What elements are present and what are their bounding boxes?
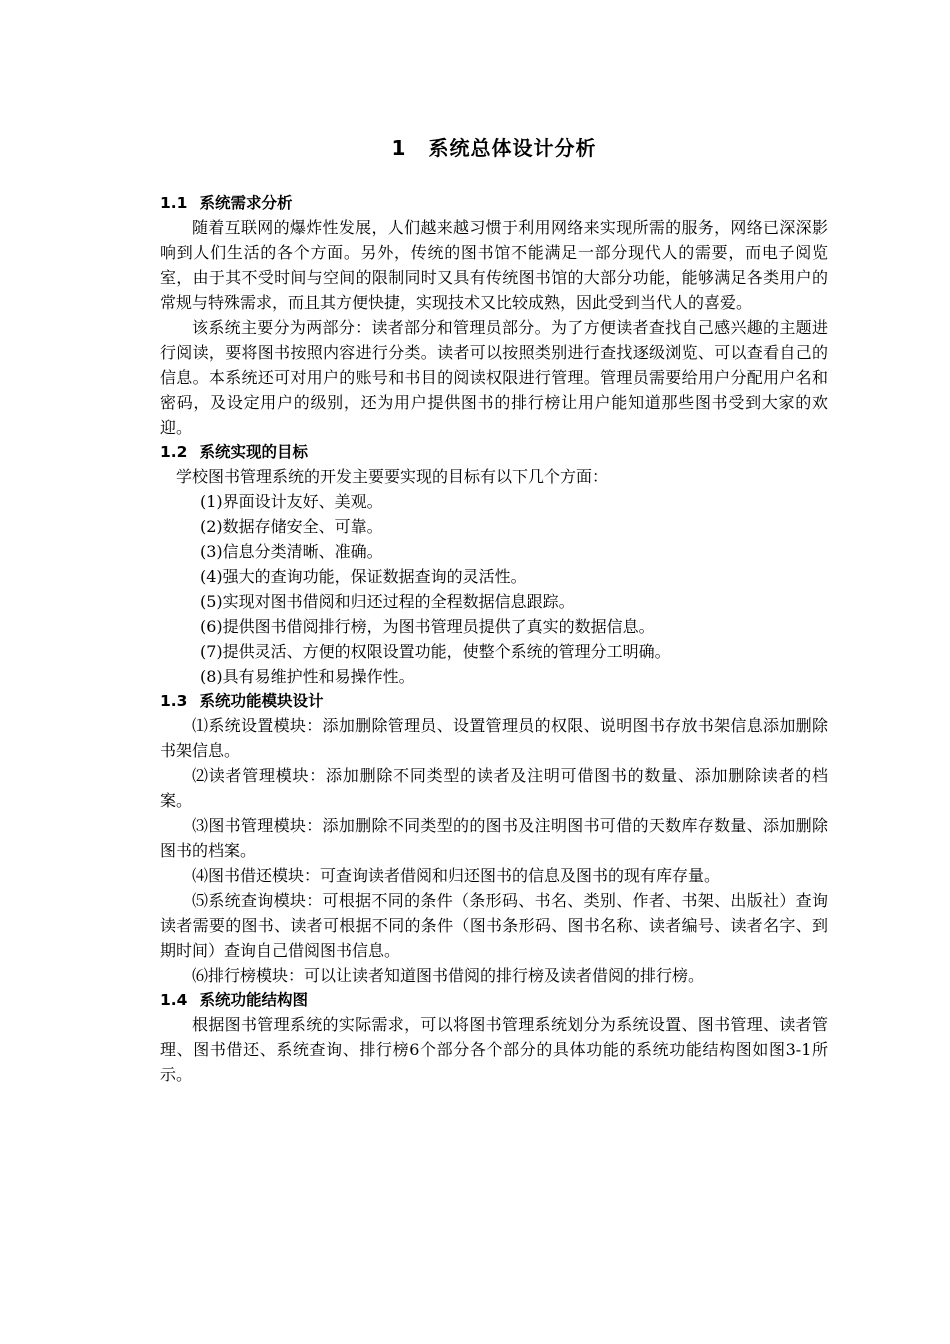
list-item: (7)提供灵活、方便的权限设置功能，使整个系统的管理分工明确。 xyxy=(200,642,671,661)
chapter-number: 1 xyxy=(391,136,407,160)
section-heading-1-1 xyxy=(160,191,828,215)
section-heading-1-3 xyxy=(160,689,828,713)
paragraph: 根据图书管理系统的实际需求，可以将图书管理系统划分为系统设置、图书管理、读者管理、图书借还、系统查询、排行榜6个部分各个部分的具体功能的系统功能结构图如图3-1所示。 xyxy=(160,1015,828,1084)
module-item: ⑴系统设置模块：添加删除管理员、设置管理员的权限、说明图书存放书架信息添加删除书架信息。 xyxy=(160,716,828,760)
chapter-title-text: 系统总体设计分析 xyxy=(428,136,597,160)
section-heading-text: 系统需求分析 xyxy=(199,194,293,212)
section-heading-text: 系统实现的目标 xyxy=(199,443,308,461)
module-item: ⑷图书借还模块：可查询读者借阅和归还图书的信息及图书的现有库存量。 xyxy=(192,866,721,885)
section-number: 1.2 xyxy=(160,443,188,461)
list-item: (1)界面设计友好、美观。 xyxy=(200,492,383,511)
document-page xyxy=(160,132,828,1087)
paragraph: 随着互联网的爆炸性发展，人们越来越习惯于利用网络来实现所需的服务，网络已深深影响到人们生活的各个方面。另外，传统的图书馆不能满足一部分现代人的需要，而电子阅览室，由于其不受时间与空间的限制同时又具有传统图书馆的大部分功能，能够满足各类用户的常规与特殊需求，而且其方便快捷，实现技术又比较成熟，因此受到当代人的喜爱。 xyxy=(160,218,828,312)
list-item: (2)数据存储安全、可靠。 xyxy=(200,517,383,536)
section-number: 1.3 xyxy=(160,692,188,710)
section-heading-text: 系统功能结构图 xyxy=(199,991,308,1009)
list-item: (3)信息分类清晰、准确。 xyxy=(200,542,383,561)
paragraph: 该系统主要分为两部分：读者部分和管理员部分。为了方便读者查找自己感兴趣的主题进行阅读，要将图书按照内容进行分类。读者可以按照类别进行查找逐级浏览、可以查看自己的信息。本系统还可对用户的账号和书目的阅读权限进行管理。管理员需要给用户分配用户名和密码，及设定用户的级别，还为用户提供图书的排行榜让用户能知道那些图书受到大家的欢迎。 xyxy=(160,318,828,437)
section-number: 1.1 xyxy=(160,194,188,212)
list-item: (4)强大的查询功能，保证数据查询的灵活性。 xyxy=(200,567,527,586)
list-item: (8)具有易维护性和易操作性。 xyxy=(200,667,415,686)
section-heading-1-2 xyxy=(160,440,828,464)
module-item: ⑹排行榜模块：可以让读者知道图书借阅的排行榜及读者借阅的排行榜。 xyxy=(192,966,705,985)
list-item: (6)提供图书借阅排行榜，为图书管理员提供了真实的数据信息。 xyxy=(200,617,655,636)
module-item: ⑶图书管理模块：添加删除不同类型的的图书及注明图书可借的天数库存数量、添加删除图书的档案。 xyxy=(160,816,828,860)
paragraph: 学校图书管理系统的开发主要要实现的目标有以下几个方面： xyxy=(176,467,609,486)
section-number: 1.4 xyxy=(160,991,188,1009)
section-heading-text: 系统功能模块设计 xyxy=(199,692,324,710)
section-heading-1-4 xyxy=(160,988,828,1012)
list-item: (5)实现对图书借阅和归还过程的全程数据信息跟踪。 xyxy=(200,592,575,611)
module-item: ⑵读者管理模块：添加删除不同类型的读者及注明可借图书的数量、添加删除读者的档案。 xyxy=(160,766,828,810)
chapter-title xyxy=(160,132,828,161)
module-item: ⑸系统查询模块：可根据不同的条件（条形码、书名、类别、作者、书架、出版社）查询读者需要的图书、读者可根据不同的条件（图书条形码、图书名称、读者编号、读者名字、到期时间）查询自己借阅图书信息。 xyxy=(160,891,828,960)
